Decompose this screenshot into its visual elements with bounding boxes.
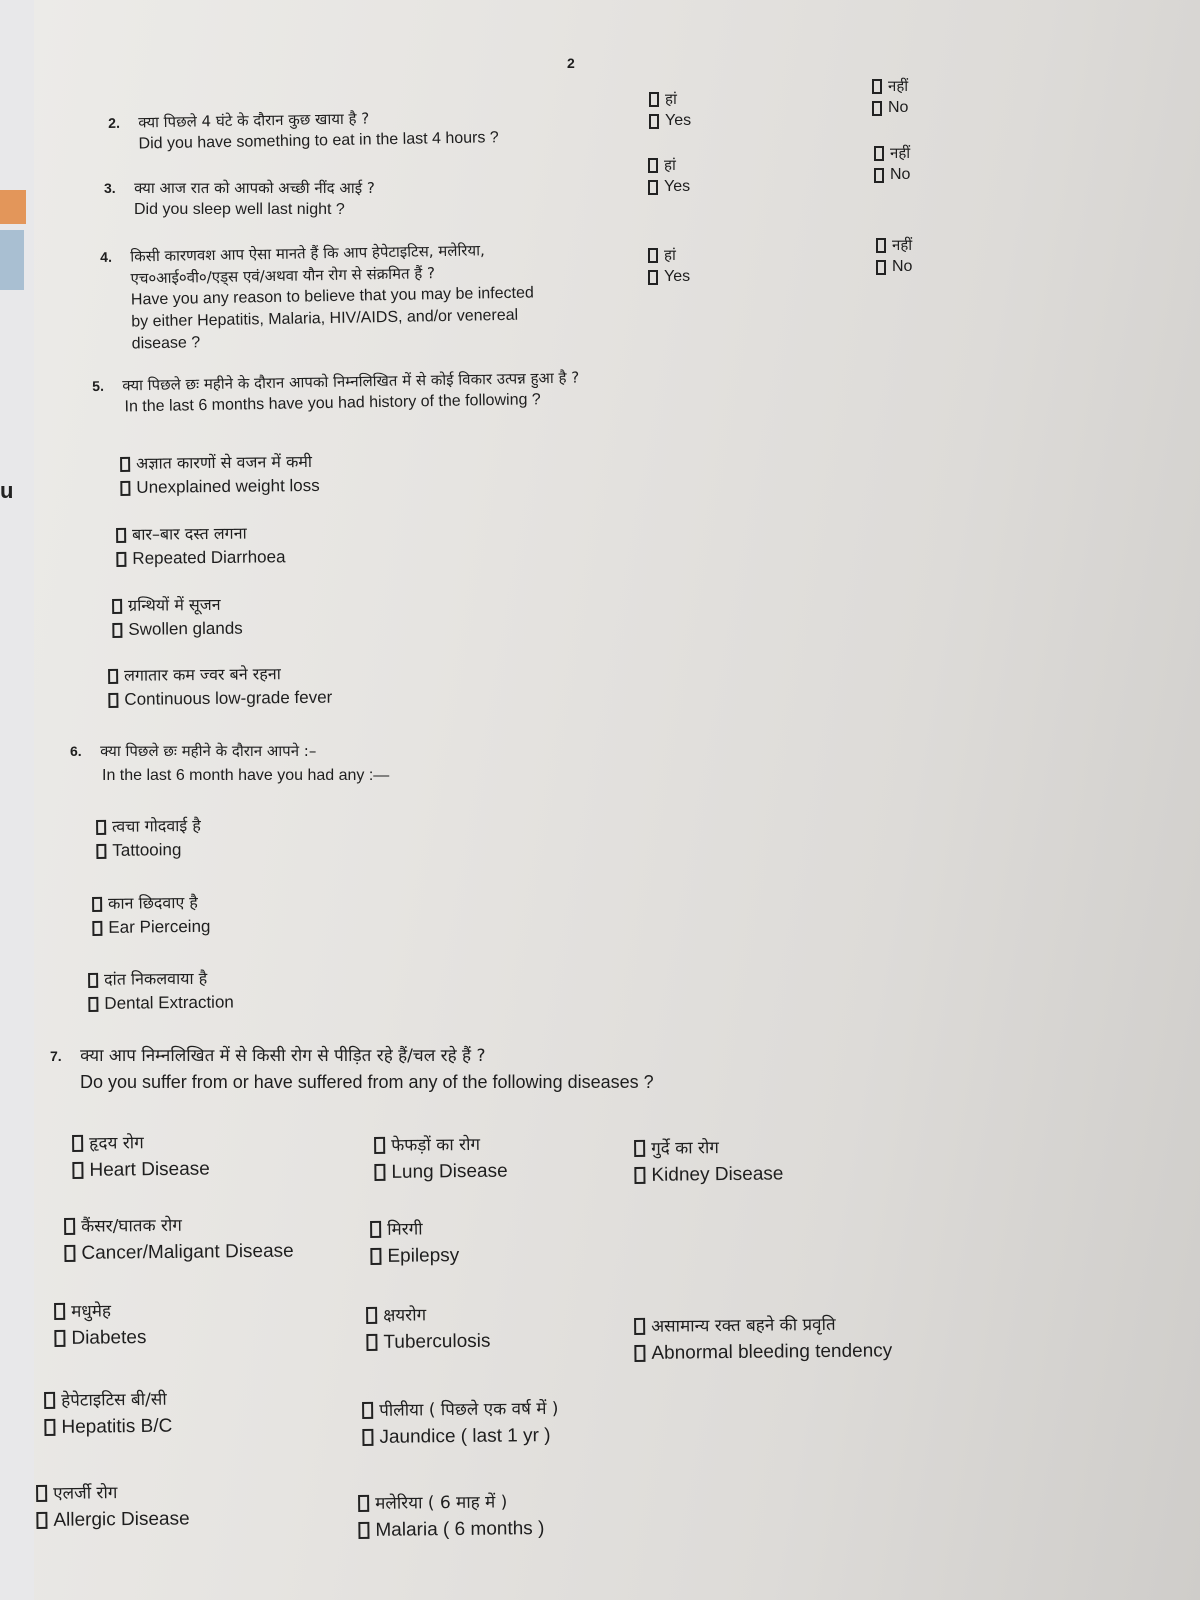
question-2	[108, 105, 499, 156]
option-label: Tattooing	[112, 840, 182, 860]
checkbox[interactable]	[874, 168, 884, 183]
question-text-hindi: क्या पिछले छः महीने के दौरान आपने :–	[100, 742, 317, 760]
option-ear-piercing[interactable]	[92, 891, 211, 940]
question-5	[92, 366, 580, 418]
disease-kidney[interactable]	[634, 1133, 784, 1189]
checkbox[interactable]	[366, 1334, 377, 1351]
page-number: 2	[567, 55, 575, 71]
option-label-hindi: बार–बार दस्त लगना	[132, 523, 247, 544]
checkbox[interactable]	[44, 1419, 55, 1436]
option-label: Continuous low-grade fever	[124, 687, 333, 709]
background-object-orange	[0, 190, 26, 224]
checkbox[interactable]	[96, 843, 106, 858]
option-label-hindi: कान छिदवाए है	[108, 892, 198, 913]
checkbox[interactable]	[96, 819, 106, 834]
checkbox[interactable]	[876, 260, 886, 275]
checkbox[interactable]	[876, 238, 886, 253]
option-label: Dental Extraction	[104, 992, 234, 1013]
disease-hepatitis[interactable]	[44, 1386, 172, 1441]
checkbox[interactable]	[92, 920, 102, 935]
checkbox[interactable]	[120, 480, 130, 495]
background-object-blue	[0, 230, 24, 290]
disease-allergic[interactable]	[36, 1478, 190, 1534]
no-label: No	[892, 258, 913, 275]
yes-label: Yes	[664, 268, 691, 285]
checkbox[interactable]	[649, 114, 659, 129]
question-number: 7.	[50, 1048, 62, 1064]
disease-label-hindi: हेपेटाइटिस बी/सी	[61, 1389, 167, 1411]
checkbox[interactable]	[108, 692, 118, 707]
question-4-no[interactable]	[876, 234, 912, 278]
checkbox[interactable]	[374, 1137, 385, 1154]
no-label-hindi: नहीं	[892, 236, 913, 254]
disease-label-hindi: फेफड़ों का रोग	[391, 1134, 481, 1156]
question-text-hindi: एच०आई०वी०/एड्स एवं/अथवा यौन रोग से संक्रमित हैं ?	[130, 264, 436, 288]
option-label-hindi: दांत निकलवाया है	[104, 968, 208, 989]
disease-label-hindi: गुर्दे का रोग	[651, 1137, 720, 1159]
disease-label: Cancer/Maligant Disease	[81, 1240, 294, 1264]
question-text-english: In the last 6 month have you had any :—	[102, 767, 390, 784]
disease-lung[interactable]	[374, 1131, 508, 1186]
option-label-hindi: त्वचा गोदवाई है	[112, 815, 201, 836]
checkbox[interactable]	[648, 270, 658, 285]
option-swollen-glands[interactable]	[112, 593, 243, 642]
question-text-hindi: क्या पिछले 4 घंटे के दौरान कुछ खाया है ?	[138, 109, 370, 132]
checkbox[interactable]	[370, 1248, 381, 1265]
disease-label-hindi: मलेरिया ( 6 माह में )	[375, 1491, 508, 1514]
checkbox[interactable]	[362, 1402, 373, 1419]
checkbox[interactable]	[648, 158, 658, 173]
checkbox[interactable]	[64, 1218, 75, 1235]
option-label: Unexplained weight loss	[136, 475, 320, 497]
no-label-hindi: नहीं	[888, 77, 909, 95]
question-number: 6.	[70, 743, 82, 759]
disease-label: Epilepsy	[387, 1244, 460, 1267]
disease-cancer[interactable]	[64, 1211, 294, 1267]
option-label-hindi: ग्रन्थियों में सूजन	[128, 594, 221, 615]
checkbox[interactable]	[120, 456, 130, 471]
question-text-english: Did you have something to eat in the last 4 hours ?	[138, 129, 499, 153]
option-label-hindi: अज्ञात कारणों से वजन में कमी	[136, 451, 313, 473]
question-text-english: Do you suffer from or have suffered from any of the following diseases ?	[80, 1072, 654, 1092]
no-label-hindi: नहीं	[890, 144, 911, 162]
checkbox[interactable]	[108, 668, 118, 683]
disease-label-hindi: कैंसर/घातक रोग	[81, 1215, 183, 1237]
option-dental-extraction[interactable]	[88, 966, 234, 1016]
disease-label: Kidney Disease	[651, 1162, 784, 1186]
question-6	[70, 740, 389, 787]
checkbox[interactable]	[64, 1245, 75, 1262]
disease-heart[interactable]	[72, 1129, 210, 1184]
question-3	[104, 177, 375, 221]
yes-label: Yes	[665, 112, 692, 129]
yes-label: Yes	[664, 178, 691, 195]
disease-jaundice[interactable]	[362, 1395, 559, 1451]
question-text-english: Did you sleep well last night ?	[134, 201, 345, 218]
checkbox[interactable]	[72, 1162, 83, 1179]
checkbox[interactable]	[92, 896, 102, 911]
disease-label: Allergic Disease	[53, 1507, 190, 1531]
question-text-hindi: क्या पिछले छः महीने के दौरान आपको निम्नलिखित में से कोई विकार उत्पन्न हुआ है ?	[122, 368, 580, 395]
disease-label-hindi: पीलीया ( पिछले एक वर्ष में )	[379, 1398, 559, 1421]
disease-label: Lung Disease	[391, 1160, 508, 1183]
checkbox[interactable]	[872, 79, 882, 94]
disease-label-hindi: मधुमेह	[71, 1300, 112, 1322]
option-weight-loss[interactable]	[120, 450, 320, 500]
option-tattooing[interactable]	[96, 814, 201, 863]
question-2-no[interactable]	[872, 75, 908, 119]
disease-label-hindi: हृदय रोग	[89, 1132, 144, 1154]
yes-label-hindi: हां	[665, 90, 677, 108]
checkbox[interactable]	[874, 146, 884, 161]
question-7	[50, 1045, 654, 1093]
disease-label: Heart Disease	[89, 1158, 210, 1181]
form-page	[34, 0, 1200, 1600]
checkbox[interactable]	[370, 1221, 381, 1238]
checkbox[interactable]	[116, 527, 126, 542]
option-low-grade-fever[interactable]	[108, 662, 332, 712]
question-number: 5.	[92, 377, 105, 394]
question-text-hindi: क्या आज रात को आपको अच्छी नींद आई ?	[134, 179, 375, 197]
checkbox[interactable]	[362, 1429, 373, 1446]
checkbox[interactable]	[112, 622, 122, 637]
question-text-english: disease ?	[131, 334, 201, 353]
disease-label: Abnormal bleeding tendency	[651, 1339, 893, 1364]
disease-tuberculosis[interactable]	[366, 1301, 491, 1356]
question-4-yes[interactable]	[648, 244, 690, 288]
disease-label: Diabetes	[71, 1326, 147, 1349]
disease-label: Malaria ( 6 months )	[375, 1517, 545, 1541]
no-label: No	[888, 99, 909, 116]
checkbox[interactable]	[36, 1485, 47, 1502]
question-text-hindi: क्या आप निम्नलिखित में से किसी रोग से पीड़ित रहे हैं/चल रहे हैं ?	[80, 1046, 486, 1066]
checkbox[interactable]	[54, 1330, 65, 1347]
yes-label-hindi: हां	[664, 246, 676, 264]
question-number: 2.	[108, 114, 121, 131]
checkbox[interactable]	[634, 1345, 645, 1362]
checkbox[interactable]	[112, 598, 122, 613]
checkbox[interactable]	[44, 1392, 55, 1409]
option-label-hindi: लगातार कम ज्वर बने रहना	[124, 664, 281, 685]
option-label: Ear Pierceing	[108, 916, 211, 937]
no-label: No	[890, 166, 911, 183]
checkbox[interactable]	[88, 972, 98, 987]
question-text-english: In the last 6 months have you had history of the following ?	[124, 391, 541, 416]
question-text-english: by either Hepatitis, Malaria, HIV/AIDS, and/or venereal	[131, 306, 519, 331]
option-diarrhoea[interactable]	[116, 521, 286, 571]
checkbox[interactable]	[649, 92, 659, 107]
option-label: Swollen glands	[128, 618, 243, 639]
yes-label-hindi: हां	[664, 156, 676, 174]
disease-bleeding[interactable]	[634, 1310, 892, 1367]
checkbox[interactable]	[116, 551, 126, 566]
disease-malaria[interactable]	[358, 1488, 545, 1544]
option-label: Repeated Diarrhoea	[132, 547, 286, 568]
checkbox[interactable]	[634, 1318, 645, 1335]
checkbox[interactable]	[374, 1164, 385, 1181]
checkbox[interactable]	[358, 1522, 369, 1539]
disease-label-hindi: एलर्जी रोग	[53, 1482, 118, 1504]
checkbox[interactable]	[648, 248, 658, 263]
disease-label: Tuberculosis	[383, 1330, 491, 1353]
question-2-yes[interactable]	[649, 88, 691, 132]
disease-label: Jaundice ( last 1 yr )	[379, 1424, 551, 1448]
checkbox[interactable]	[36, 1512, 47, 1529]
disease-label-hindi: क्षयरोग	[383, 1304, 427, 1326]
disease-label-hindi: मिरगी	[387, 1218, 423, 1240]
question-4	[100, 238, 535, 356]
question-number: 4.	[100, 248, 113, 265]
checkbox[interactable]	[358, 1495, 369, 1512]
checkbox[interactable]	[872, 101, 882, 116]
checkbox[interactable]	[634, 1140, 645, 1157]
disease-label-hindi: असामान्य रक्त बहने की प्रवृति	[651, 1314, 836, 1337]
checkbox[interactable]	[88, 996, 98, 1011]
checkbox[interactable]	[634, 1167, 645, 1184]
background-letter: u	[0, 478, 14, 503]
disease-diabetes[interactable]	[54, 1297, 147, 1352]
question-3-yes[interactable]	[648, 154, 690, 198]
disease-label: Hepatitis B/C	[61, 1415, 173, 1438]
checkbox[interactable]	[54, 1303, 65, 1320]
checkbox[interactable]	[72, 1135, 83, 1152]
question-3-no[interactable]	[874, 142, 910, 186]
question-text-hindi: किसी कारणवश आप ऐसा मानते हैं कि आप हेपेटाइटिस, मलेरिया,	[130, 241, 485, 266]
checkbox[interactable]	[648, 180, 658, 195]
question-text-english: Have you any reason to believe that you may be infected	[130, 284, 534, 309]
question-number: 3.	[104, 180, 116, 196]
disease-epilepsy[interactable]	[370, 1215, 459, 1270]
checkbox[interactable]	[366, 1307, 377, 1324]
